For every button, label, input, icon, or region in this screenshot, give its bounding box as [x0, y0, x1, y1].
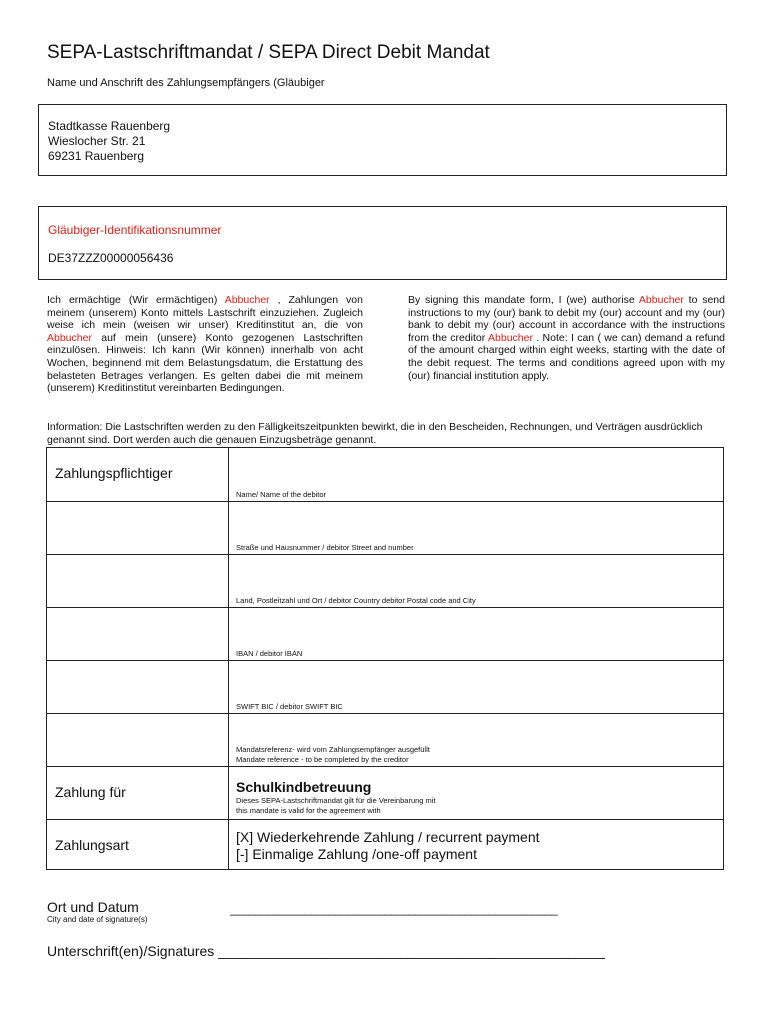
recurrent-payment-option[interactable]: [X] Wiederkehrende Zahlung / recurrent payment — [236, 829, 540, 845]
empty-label-cell — [47, 608, 229, 661]
debtor-street-field[interactable] — [229, 502, 724, 555]
one-off-payment-option[interactable]: [-] Einmalige Zahlung /one-off payment — [236, 845, 477, 862]
debtor-form-table — [46, 447, 724, 870]
payment-type-cell — [229, 820, 724, 870]
mandate-text-segment: auf mein (unsere) Konto gezogenen Lastschriften einzulösen. Hinweis: Ich kann (Wir können) innerhalb von acht Wochen, beginnend mit dem Belastungsdatum, die Erstattung des belasteten Betrages verlangen. Es gelten dabei die mit meinem (unserem) Kreditinstitut vereinbarten Bedingungen. — [47, 331, 363, 395]
creditor-name: Stadtkasse Rauenberg — [48, 119, 171, 133]
creditor-id-box — [38, 206, 727, 280]
payee-placeholder: Abbucher — [488, 331, 533, 344]
payment-type-label: Zahlungsart — [55, 837, 129, 853]
payee-placeholder: Abbucher — [638, 294, 684, 306]
place-date-input-line[interactable]: _____________________________________________________ — [230, 902, 558, 916]
mandate-text-segment: Ich ermächtige (Wir ermächtigen) — [47, 294, 225, 306]
debtor-city-field[interactable] — [229, 555, 724, 608]
signature-input-line[interactable]: _____________________________________________________ — [218, 943, 605, 959]
mandate-reference-caption-en: Mandate reference - to be completed by the creditor — [236, 754, 409, 764]
empty-label-cell — [47, 555, 229, 608]
creditor-address-box — [38, 104, 727, 176]
information-note: Information: Die Lastschriften werden zu den Fälligkeitszeitpunkten bewirkt, die in den Bescheiden, Rechnungen, und Verträgen ausdrücklich genannt sind. Dort werden auch die genauen Einzugsbeträge genannt. — [47, 421, 703, 446]
creditor-street: Wieslocher Str. 21 — [48, 134, 146, 148]
payment-for-label-cell — [47, 767, 229, 820]
payment-for-cell — [229, 767, 724, 820]
payment-type-label-cell — [47, 820, 229, 870]
payee-placeholder: Abbucher — [47, 331, 92, 344]
creditor-city: 69231 Rauenberg — [48, 149, 145, 163]
debtor-name-field[interactable] — [229, 448, 724, 502]
mandate-text-segment: By signing this mandate form, I (we) authorise — [408, 294, 639, 306]
mandate-reference-caption-de: Mandatsreferenz- wird vom Zahlungsempfänger ausgefüllt — [236, 745, 430, 754]
mandate-text-segment: to send instructions to my (our) bank to debit my (our) account and my (our) bank to debit my (our) account in accordance with the instructions from the creditor — [408, 294, 725, 344]
place-date-label: Ort und Datum — [47, 899, 139, 915]
debtor-section-cell — [47, 448, 229, 502]
mandate-text-german — [47, 294, 363, 395]
payment-for-title: Schulkindbetreuung — [236, 779, 372, 795]
field-caption: SWIFT BIC / debitor SWIFT BIC — [236, 701, 343, 711]
creditor-id-value: DE37ZZZ00000056436 — [48, 251, 174, 265]
creditor-id-label: Gläubiger-Identifikationsnummer — [48, 223, 222, 237]
signature-label: Unterschrift(en)/Signatures — [47, 943, 215, 959]
mandate-reference-field — [229, 714, 724, 767]
creditor-heading: Name und Anschrift des Zahlungsempfängers (Gläubiger — [47, 77, 325, 89]
payment-for-note-de: Dieses SEPA-Lastschriftmandat gilt für die Vereinbarung mit — [236, 796, 436, 805]
debtor-section-label: Zahlungspflichtiger — [55, 465, 173, 481]
field-caption: Name/ Name of the debitor — [236, 489, 327, 499]
page-title: SEPA-Lastschriftmandat / SEPA Direct Debit Mandat — [47, 42, 490, 63]
empty-label-cell — [47, 661, 229, 714]
payment-for-note-en: this mandate is valid for the agreement with — [236, 805, 381, 815]
debtor-bic-field[interactable] — [229, 661, 724, 714]
field-caption — [236, 745, 430, 764]
field-caption: IBAN / debitor IBAN — [236, 648, 303, 658]
mandate-text-segment: , Zahlungen von meinem (unserem) Konto mittels Lastschrift einzuziehen. Zugleich weise ich mein (weisen wir unser) Kreditinstitut an, die von — [47, 294, 363, 332]
payment-for-label: Zahlung für — [55, 784, 126, 800]
empty-label-cell — [47, 714, 229, 767]
mandate-text-segment: . Note: I can ( we can) demand a refund of the amount charged within eight weeks, starting with the date of the debit request. The terms and conditions agreed upon with my (our) financial institution apply. — [408, 331, 726, 382]
payment-for-note — [229, 795, 723, 815]
signature-row — [47, 943, 604, 959]
field-caption: Straße und Hausnummer / debitor Street and number — [236, 542, 414, 552]
payee-placeholder: Abbucher — [224, 294, 270, 306]
place-date-sublabel: City and date of signature(s) — [47, 915, 148, 924]
field-caption: Land, Postleitzahl und Ort / debitor Country debitor Postal code and City — [236, 595, 476, 605]
empty-label-cell — [47, 502, 229, 555]
debtor-iban-field[interactable] — [229, 608, 724, 661]
mandate-text-english — [408, 294, 725, 382]
